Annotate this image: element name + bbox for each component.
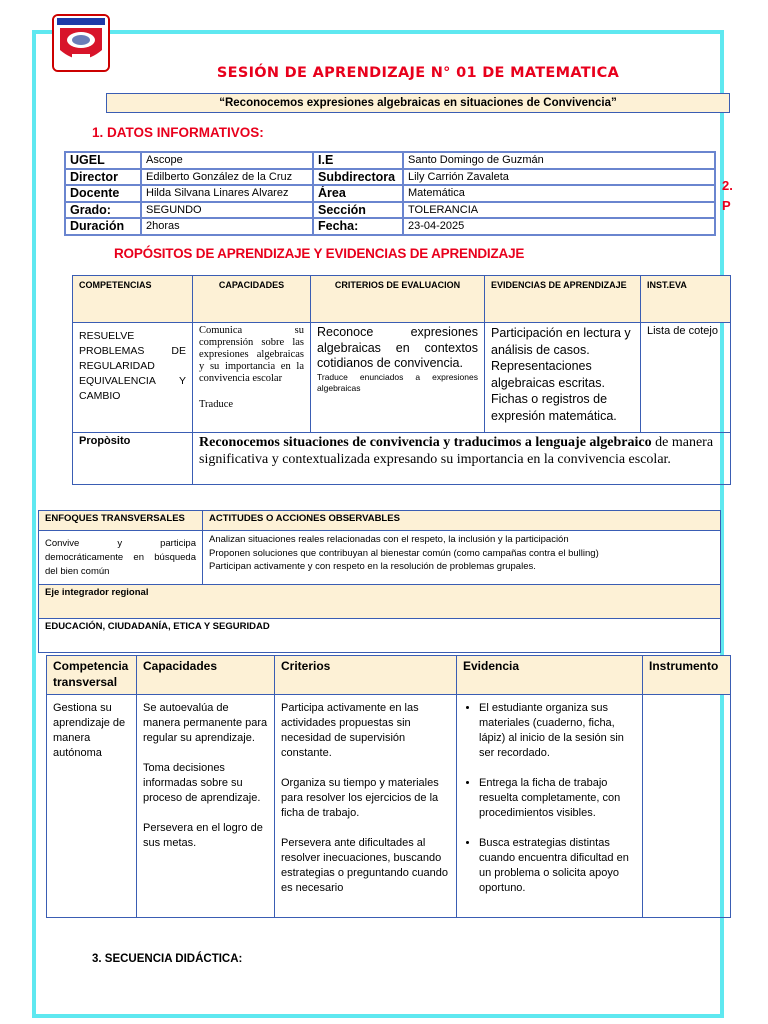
table-row — [65, 218, 715, 235]
capacidad-text: Comunica su comprensión sobre las expresiones algebraicas y su importancia en la convivencia escolar — [199, 325, 304, 384]
field-label: Subdirectora — [313, 169, 403, 186]
table-row — [65, 152, 715, 169]
capacidad-item: Se autoevalúa de manera permanente para regular su aprendizaje. — [143, 702, 268, 744]
section-1-heading: 1. DATOS INFORMATIVOS: — [92, 125, 264, 140]
column-header: CAPACIDADES — [193, 276, 311, 323]
capacidades-cell — [137, 695, 275, 918]
table-row — [65, 202, 715, 219]
table-row — [47, 695, 731, 918]
table-row — [73, 433, 731, 485]
capacidad-item: Toma decisiones informadas sobre su proceso de aprendizaje. — [143, 762, 261, 804]
field-label: Duración — [65, 218, 141, 235]
criterio-text: Traduce enunciados a expresiones algebraicas — [317, 371, 478, 393]
capacidades-cell — [193, 323, 311, 433]
eje-label: Eje integrador regional — [39, 585, 721, 619]
criterio-item: Organiza su tiempo y materiales para resolver los ejercicios de la ficha de trabajo. — [281, 777, 439, 819]
field-label: Área — [313, 185, 403, 202]
table-row — [39, 585, 721, 619]
field-value: Santo Domingo de Guzmán — [403, 152, 715, 169]
evidencias-cell: Participación en lectura y análisis de casos. Representaciones algebraicas escritas. Fichas o registros de expresión matemática. — [485, 323, 641, 433]
actitud-item: Proponen soluciones que contribuyan al bienestar común (como campañas contra el bulling) — [209, 547, 599, 559]
table-header-row — [73, 276, 731, 323]
column-header: Evidencia — [457, 656, 643, 695]
column-header: Competencia transversal — [47, 656, 137, 695]
capacidad-text: Traduce — [199, 399, 234, 410]
criterio-item: Participa activamente en las actividades propuestas sin necesidad de supervisión constante. — [281, 702, 419, 759]
criterios-cell — [311, 323, 485, 433]
evidencia-item: • Entrega la ficha de trabajo resuelta completamente, con procedimientos visibles. — [479, 776, 636, 821]
evidencias-cell — [457, 695, 643, 918]
field-label: Director — [65, 169, 141, 186]
field-value: SEGUNDO — [141, 202, 313, 219]
field-value: Lily Carrión Zavaleta — [403, 169, 715, 186]
instrumento-cell: Lista de cotejo — [641, 323, 731, 433]
table-row — [65, 185, 715, 202]
competencias-table — [72, 275, 731, 485]
criterio-text: Reconoce expresiones algebraicas en contextos cotidianos de convivencia. — [317, 325, 478, 370]
instrumento-cell — [643, 695, 731, 918]
session-subtitle: “Reconocemos expresiones algebraicas en situaciones de Convivencia” — [106, 93, 730, 113]
enfoques-table — [38, 510, 721, 653]
actitudes-cell — [203, 531, 721, 585]
field-value: Matemática — [403, 185, 715, 202]
competencia-cell: RESUELVE PROBLEMAS DE REGULARIDAD EQUIVALENCIA Y CAMBIO — [73, 323, 193, 433]
datos-informativos-table — [64, 151, 716, 236]
column-header: Capacidades — [137, 656, 275, 695]
capacidad-item: Persevera en el logro de sus metas. — [143, 822, 263, 849]
field-value: Ascope — [141, 152, 313, 169]
table-row — [65, 169, 715, 186]
edge-fragment-bottom: P — [722, 198, 731, 213]
column-header: INST.EVA — [641, 276, 731, 323]
field-value: TOLERANCIA — [403, 202, 715, 219]
column-header: EVIDENCIAS DE APRENDIZAJE — [485, 276, 641, 323]
field-value: Edilberto González de la Cruz — [141, 169, 313, 186]
proposito-label: Propòsito — [73, 433, 193, 485]
section-2-heading: ROPÓSITOS DE APRENDIZAJE Y EVIDENCIAS DE APRENDIZAJE — [114, 246, 525, 261]
column-header: ENFOQUES TRANSVERSALES — [39, 511, 203, 531]
section-3-heading: 3. SECUENCIA DIDÁCTICA: — [92, 953, 243, 965]
proposito-text: de manera significativa y contextualizada expresando su importancia en la convivencia escolar. — [199, 435, 714, 467]
competencia-transversal-table — [46, 655, 731, 918]
field-label: Docente — [65, 185, 141, 202]
table-row — [39, 531, 721, 585]
page-title: SESIÓN DE APRENDIZAJE N° 01 DE MATEMATICA — [216, 65, 620, 81]
field-value: 2horas — [141, 218, 313, 235]
table-header-row — [39, 511, 721, 531]
column-header: COMPETENCIAS — [73, 276, 193, 323]
criterio-item: Persevera ante dificultades al resolver inecuaciones, buscando estrategias o preguntando cuando es necesario — [281, 837, 448, 894]
table-row — [39, 619, 721, 653]
field-label: Sección — [313, 202, 403, 219]
column-header: Instrumento — [643, 656, 731, 695]
edge-fragment-top: 2. — [722, 178, 733, 193]
column-header: Criterios — [275, 656, 457, 695]
eje-value: EDUCACIÓN, CIUDADANÍA, ETICA Y SEGURIDAD — [39, 619, 721, 653]
evidencia-list — [463, 701, 636, 896]
field-value: 23-04-2025 — [403, 218, 715, 235]
evidencia-item: • Busca estrategias distintas cuando encuentra dificultad en un problema o solicita apoyo oportuno. — [479, 836, 636, 896]
enfoque-cell: Convive y participa democráticamente en búsqueda del bien común — [39, 531, 203, 585]
actitud-item: Analizan situaciones reales relacionadas con el respeto, la inclusión y la participación — [209, 534, 569, 545]
proposito-cell — [193, 433, 731, 485]
field-label: Fecha: — [313, 218, 403, 235]
table-row — [73, 323, 731, 433]
school-crest-icon — [52, 14, 110, 72]
actitud-item: Participan activamente y con respeto en la resolución de problemas grupales. — [209, 561, 536, 572]
field-label: UGEL — [65, 152, 141, 169]
field-value: Hilda Silvana Linares Alvarez — [141, 185, 313, 202]
field-label: I.E — [313, 152, 403, 169]
column-header: ACTITUDES O ACCIONES OBSERVABLES — [203, 511, 721, 531]
evidencia-item: • El estudiante organiza sus materiales (cuaderno, ficha, lápiz) al inicio de la sesión sin ser recordado. — [479, 701, 636, 761]
criterios-cell — [275, 695, 457, 918]
column-header: CRITERIOS DE EVALUACION — [311, 276, 485, 323]
field-label: Grado: — [65, 202, 141, 219]
table-header-row — [47, 656, 731, 695]
proposito-bold-text: Reconocemos situaciones de convivencia y traducimos a lenguaje algebraico — [199, 435, 652, 450]
competencia-transversal-cell: Gestiona su aprendizaje de manera autónoma — [47, 695, 137, 918]
